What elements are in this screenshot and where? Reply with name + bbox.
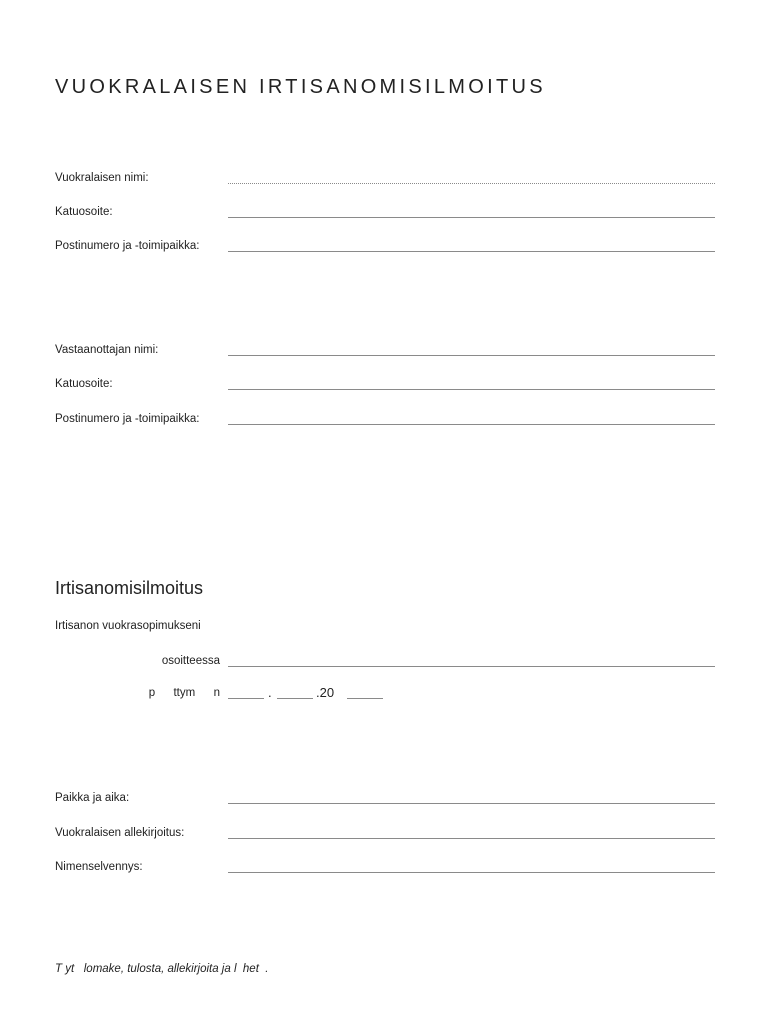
signature-field[interactable] [228,838,715,839]
notice-end-date-row [55,686,715,706]
end-date-year-field[interactable] [347,698,383,699]
recipient-postal-row [55,412,715,432]
tenant-street-field[interactable] [228,217,715,218]
recipient-postal-field[interactable] [228,424,715,425]
name-clarification-label: Nimenselvennys: [55,861,143,873]
notice-heading: Irtisanomisilmoitus [55,578,204,598]
tenant-street-label: Katuosoite: [55,206,113,218]
end-date-day-field[interactable] [228,698,264,699]
tenant-street-row [55,205,715,225]
name-clarification-field[interactable] [228,872,715,873]
name-clarification-row [55,860,715,880]
tenant-postal-field[interactable] [228,251,715,252]
tenant-name-label: Vuokralaisen nimi: [55,172,149,184]
tenant-name-field[interactable] [228,183,715,184]
notice-address-field[interactable] [228,666,715,667]
end-date-month-field[interactable] [277,698,313,699]
place-date-field[interactable] [228,803,715,804]
tenant-postal-row [55,239,715,259]
tenant-name-row [55,171,715,191]
signature-row [55,826,715,846]
recipient-street-row [55,377,715,397]
date-separator-2: .20 [316,685,335,700]
tenant-postal-label: Postinumero ja -toimipaikka: [55,240,200,252]
recipient-name-label: Vastaanottajan nimi: [55,344,159,356]
recipient-postal-label: Postinumero ja -toimipaikka: [55,413,200,425]
notice-address-row [55,654,715,674]
notice-end-label: p ttym n [148,687,220,699]
notice-intro: Irtisanon vuokrasopimukseni [55,620,201,632]
notice-address-label: osoitteessa [161,655,220,667]
recipient-name-field[interactable] [228,355,715,356]
date-separator-1: . [268,685,272,700]
place-date-label: Paikka ja aika: [55,792,130,804]
footer-instructions: T yt lomake, tulosta, allekirjoita ja l het . [55,963,269,975]
signature-label: Vuokralaisen allekirjoitus: [55,827,185,839]
place-date-row [55,791,715,811]
recipient-street-field[interactable] [228,389,715,390]
form-title: VUOKRALAISEN IRTISANOMISILMOITUS [55,76,546,98]
recipient-street-label: Katuosoite: [55,378,113,390]
recipient-name-row [55,343,715,363]
